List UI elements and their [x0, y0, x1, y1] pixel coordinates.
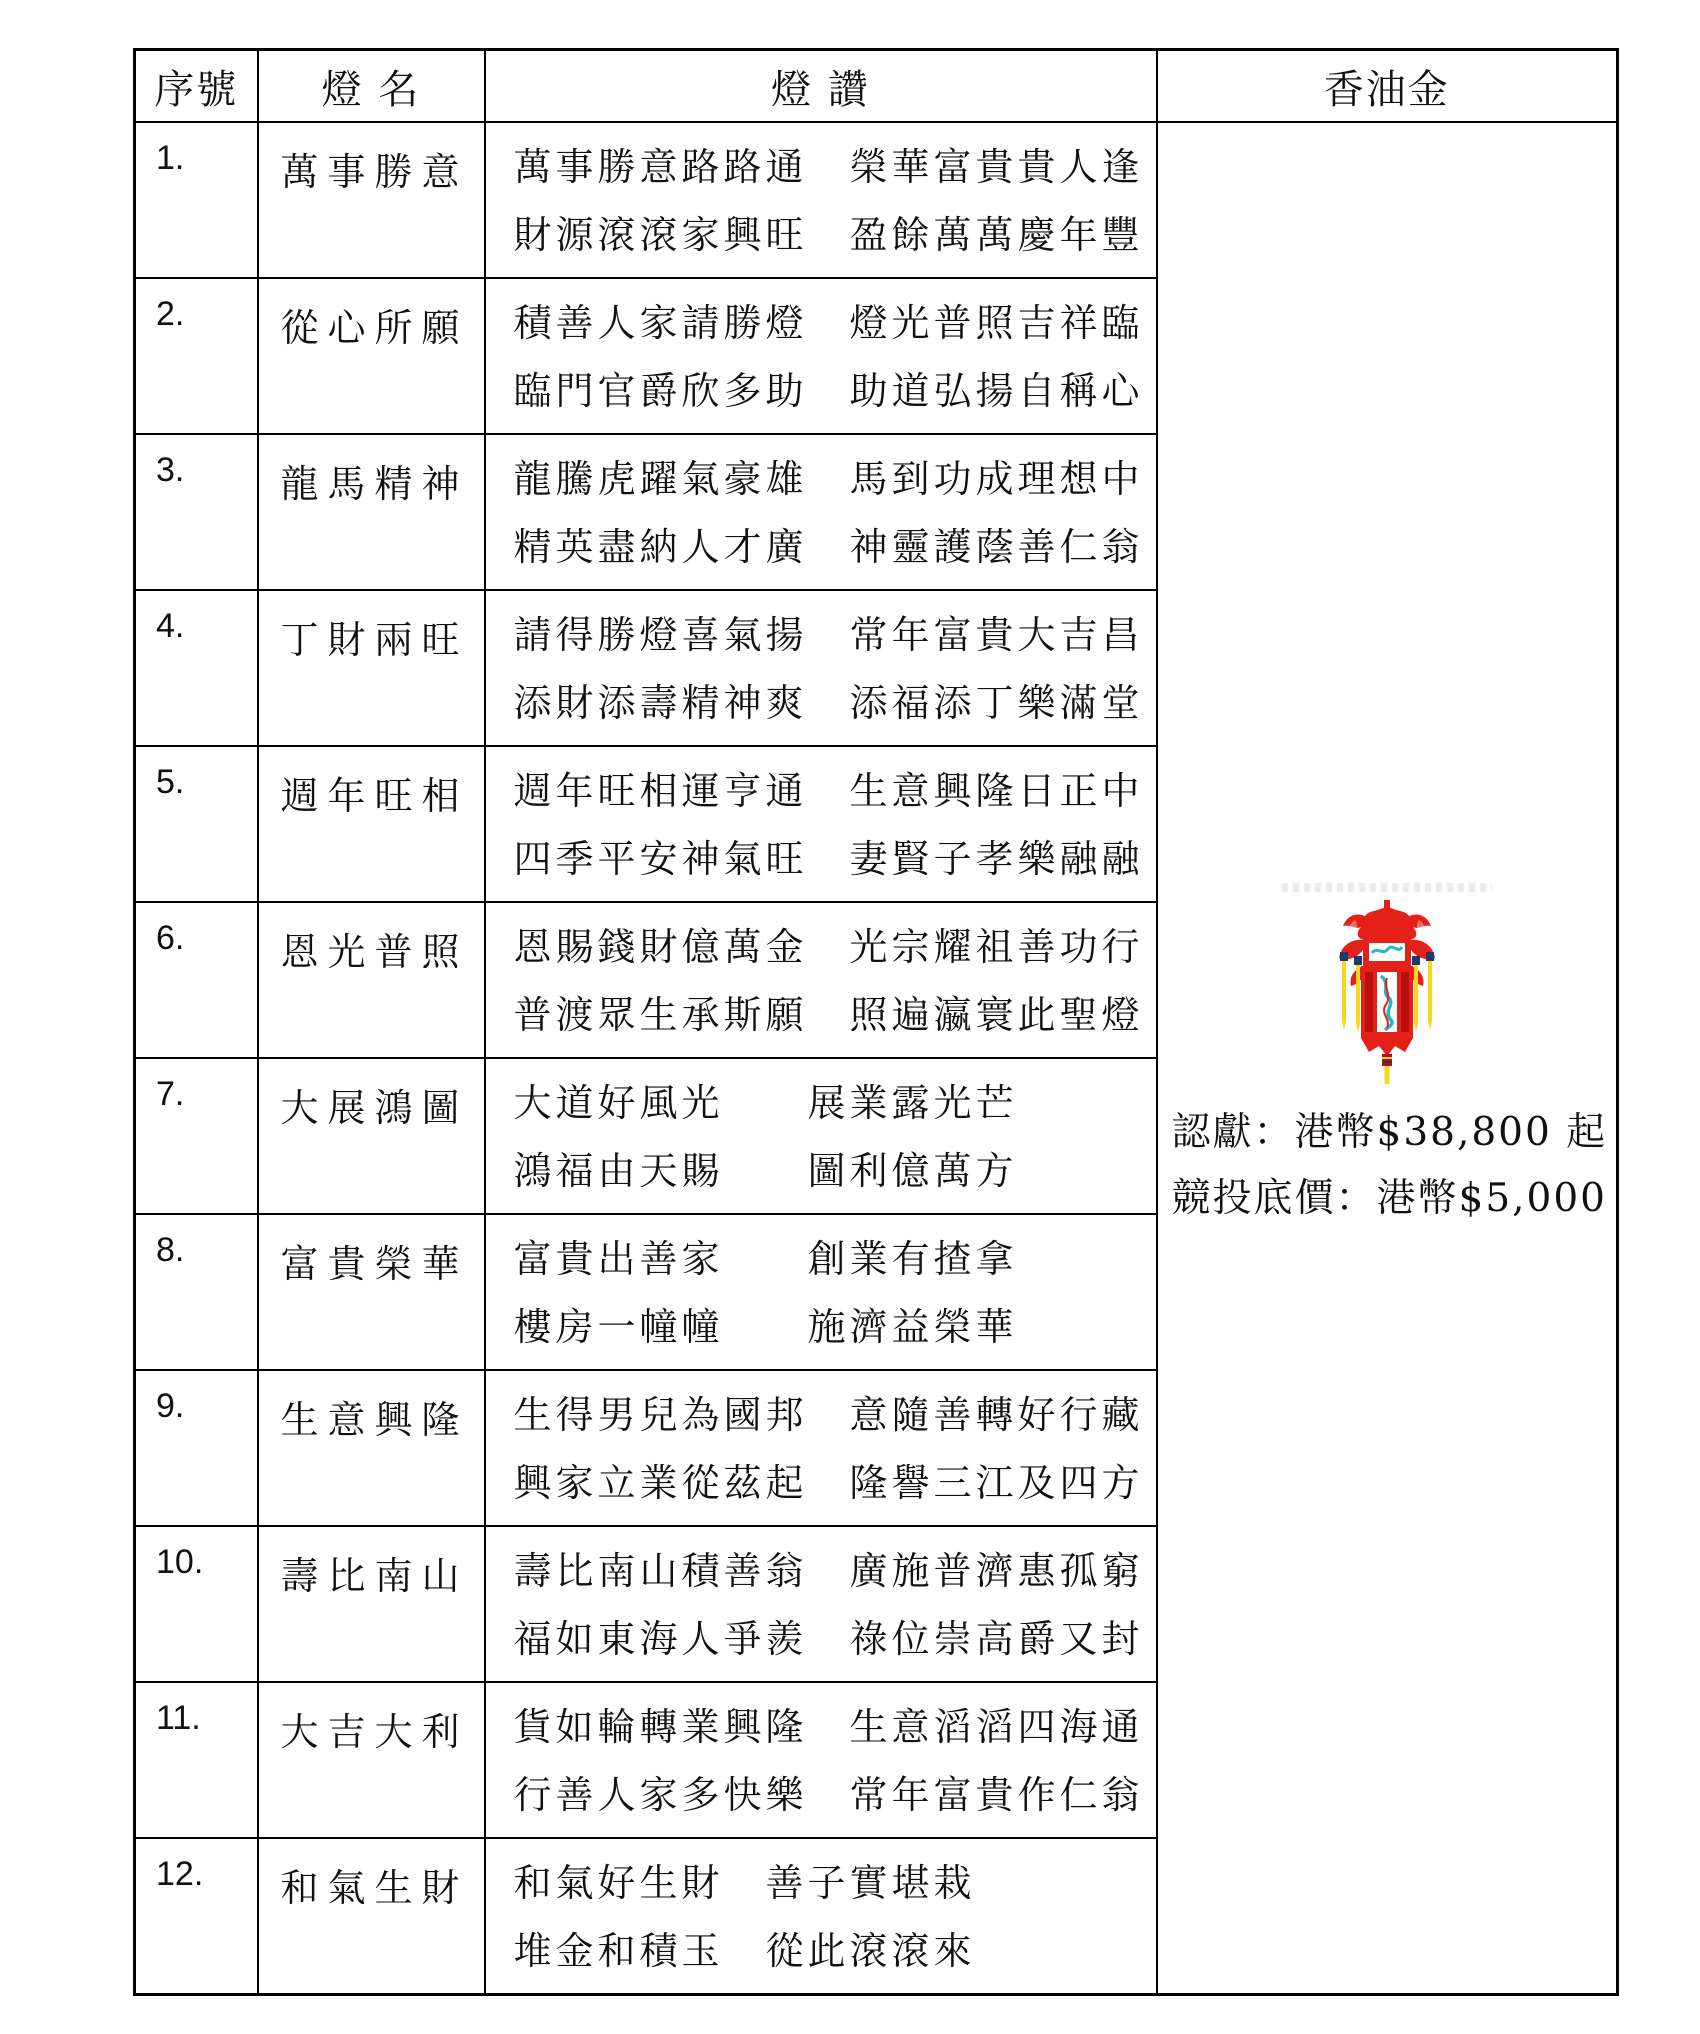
- verse-line-2: 添財添壽精神爽 添福添丁樂滿堂: [513, 680, 1144, 725]
- table-row: [135, 122, 1618, 278]
- serial-cell: 8.: [135, 1214, 258, 1370]
- verse-line-2: 普渡眾生承斯願 照遍瀛寰此聖燈: [513, 992, 1144, 1037]
- header-lamp-verse: 燈 讚: [485, 50, 1157, 123]
- serial-cell: 12.: [135, 1838, 258, 1994]
- serial-cell: 7.: [135, 1058, 258, 1214]
- verse-cell: [485, 1838, 1157, 1994]
- lamp-name-cell: 週年旺相: [258, 746, 485, 902]
- serial-cell: 4.: [135, 590, 258, 746]
- donation-bid-line: 競投底價：港幣$5,000: [1171, 1176, 1607, 1222]
- verse-line-2: 興家立業從茲起 隆譽三江及四方: [513, 1460, 1144, 1505]
- verse-line-2: 福如東海人爭羨 祿位崇高爵又封: [513, 1616, 1144, 1661]
- serial-cell: 9.: [135, 1370, 258, 1526]
- verse-line-1: 恩賜錢財億萬金 光宗耀祖善功行: [513, 924, 1144, 969]
- verse-cell: [485, 1682, 1157, 1838]
- table-header-row: [135, 50, 1618, 123]
- donation-cell: [1157, 122, 1618, 1994]
- verse-line-1: 富貴出善家 創業有揸拿: [513, 1236, 1018, 1281]
- serial-cell: 6.: [135, 902, 258, 1058]
- watermark-smudge: [1282, 883, 1492, 892]
- serial-cell: 1.: [135, 122, 258, 278]
- serial-cell: 11.: [135, 1682, 258, 1838]
- verse-cell: [485, 1526, 1157, 1682]
- verse-line-1: 萬事勝意路路通 榮華富貴貴人逢: [513, 144, 1144, 189]
- lamp-table: [133, 48, 1619, 1996]
- verse-cell: [485, 1214, 1157, 1370]
- verse-line-1: 請得勝燈喜氣揚 常年富貴大吉昌: [513, 612, 1144, 657]
- verse-line-1: 壽比南山積善翁 廣施普濟惠孤窮: [513, 1548, 1144, 1593]
- header-serial: 序號: [135, 50, 258, 123]
- serial-cell: 5.: [135, 746, 258, 902]
- verse-cell: [485, 902, 1157, 1058]
- lamp-name-cell: 從心所願: [258, 278, 485, 434]
- donation-offer-line: 認獻：港幣$38,800 起: [1171, 1110, 1608, 1156]
- palace-lantern-image: [1325, 896, 1449, 1086]
- verse-line-2: 精英盡納人才廣 神靈護蔭善仁翁: [513, 524, 1144, 569]
- verse-cell: [485, 122, 1157, 278]
- lamp-name-cell: 和氣生財: [258, 1838, 485, 1994]
- serial-cell: 3.: [135, 434, 258, 590]
- verse-line-2: 行善人家多快樂 常年富貴作仁翁: [513, 1772, 1144, 1817]
- verse-line-2: 四季平安神氣旺 妻賢子孝樂融融: [513, 836, 1144, 881]
- lamp-name-cell: 龍馬精神: [258, 434, 485, 590]
- lamp-name-cell: 壽比南山: [258, 1526, 485, 1682]
- verse-cell: [485, 1058, 1157, 1214]
- lamp-name-cell: 生意興隆: [258, 1370, 485, 1526]
- verse-line-2: 財源滾滾家興旺 盈餘萬萬慶年豐: [513, 212, 1144, 257]
- serial-cell: 10.: [135, 1526, 258, 1682]
- verse-line-1: 貨如輪轉業興隆 生意滔滔四海通: [513, 1704, 1144, 1749]
- verse-cell: [485, 590, 1157, 746]
- verse-line-2: 臨門官爵欣多助 助道弘揚自稱心: [513, 368, 1144, 413]
- verse-line-2: 鴻福由天賜 圖利億萬方: [513, 1148, 1018, 1193]
- verse-line-1: 龍騰虎躍氣豪雄 馬到功成理想中: [513, 456, 1144, 501]
- verse-line-1: 大道好風光 展業露光芒: [513, 1080, 1018, 1125]
- verse-line-1: 生得男兒為國邦 意隨善轉好行藏: [513, 1392, 1144, 1437]
- verse-cell: [485, 434, 1157, 590]
- lamp-name-cell: 大展鴻圖: [258, 1058, 485, 1214]
- verse-line-1: 週年旺相運亨通 生意興隆日正中: [513, 768, 1144, 813]
- lamp-name-cell: 恩光普照: [258, 902, 485, 1058]
- verse-cell: [485, 1370, 1157, 1526]
- verse-line-2: 樓房一幢幢 施濟益榮華: [513, 1304, 1018, 1349]
- header-lamp-name: 燈 名: [258, 50, 485, 123]
- verse-line-1: 積善人家請勝燈 燈光普照吉祥臨: [513, 300, 1144, 345]
- verse-cell: [485, 278, 1157, 434]
- lamp-name-cell: 丁財兩旺: [258, 590, 485, 746]
- header-donation: 香油金: [1157, 50, 1618, 123]
- verse-line-2: 堆金和積玉 從此滾滾來: [513, 1928, 976, 1973]
- verse-line-1: 和氣好生財 善子實堪栽: [513, 1860, 976, 1905]
- lamp-name-cell: 富貴榮華: [258, 1214, 485, 1370]
- lamp-name-cell: 萬事勝意: [258, 122, 485, 278]
- serial-cell: 2.: [135, 278, 258, 434]
- verse-cell: [485, 746, 1157, 902]
- lamp-name-cell: 大吉大利: [258, 1682, 485, 1838]
